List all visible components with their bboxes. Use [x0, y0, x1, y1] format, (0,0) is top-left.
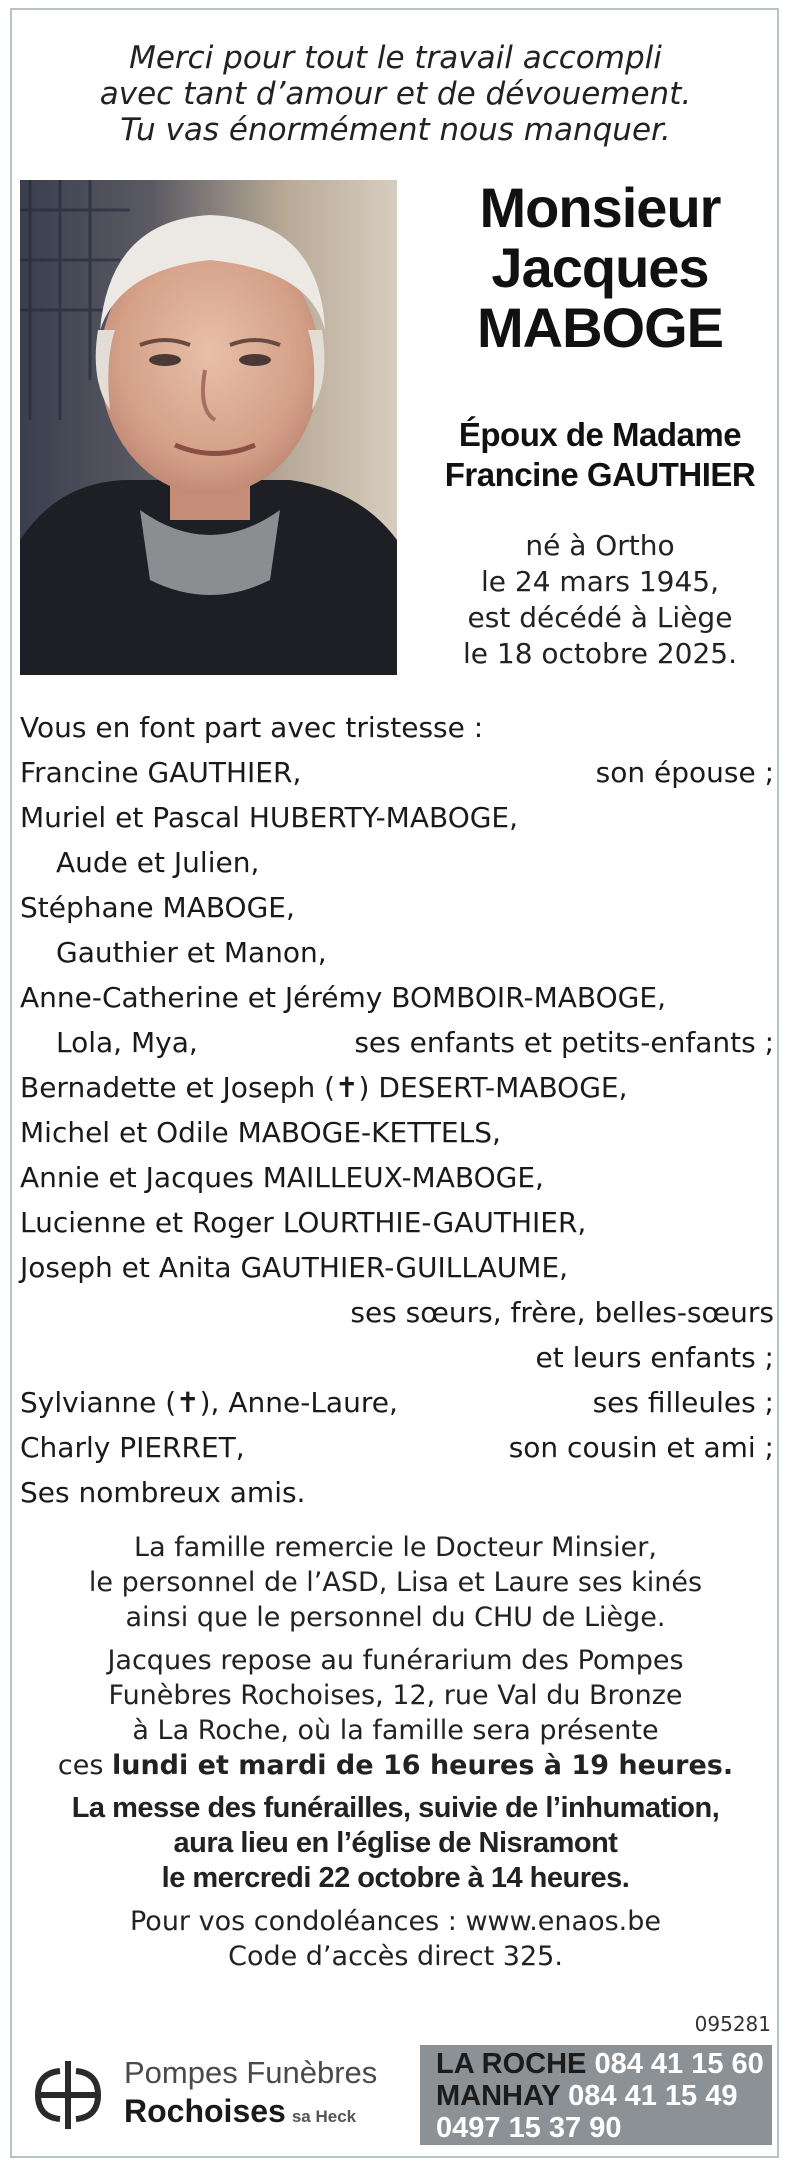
family-row: Ses nombreux amis. [20, 1476, 306, 1509]
funeral-home-logo [20, 2045, 420, 2145]
contact-line: LA ROCHE 084 41 15 60 [436, 2048, 764, 2080]
family-row: Gauthier et Manon, [56, 936, 327, 969]
funeral-home-footer [20, 2045, 772, 2145]
quote-line: Tu vas énormément nous manquer. [120, 112, 671, 148]
family-row: et leurs enfants ; [535, 1341, 774, 1374]
family-row: Anne-Catherine et Jérémy BOMBOIR-MABOGE, [20, 981, 666, 1014]
name-title: Monsieur [479, 176, 721, 239]
family-row: Stéphane MABOGE, [20, 891, 295, 924]
contact-line: MANHAY 084 41 15 49 [436, 2080, 738, 2112]
phone-number[interactable]: 084 41 15 60 [594, 2048, 764, 2080]
family-row: Lola, Mya, ses enfants et petits-enfants ; [56, 1026, 774, 1059]
family-row: Muriel et Pascal HUBERTY-MABOGE, [20, 801, 519, 834]
family-row: Aude et Julien, [56, 846, 260, 879]
family-row: Francine GAUTHIER, son épouse ; [20, 756, 774, 789]
contact-box [420, 2045, 772, 2145]
birth-death-info [420, 528, 780, 672]
contact-line [436, 2112, 772, 2144]
family-row: Bernadette et Joseph (✝) DESERT-MABOGE, [20, 1071, 628, 1104]
phone-number[interactable]: 0497 15 37 90 [436, 2112, 622, 2144]
visitation-paragraph: Jacques repose au funérarium des Pompes Funèbres Rochoises, 12, rue Val du Bronze à La Roche, où la famille sera présente ces lundi et mardi de 16 heures à 19 heures. [57, 1645, 734, 1781]
birth-line: le 24 mars 1945, [480, 565, 720, 598]
cross-logo-icon [28, 2055, 108, 2135]
quote-line: avec tant d’amour et de dévouement. [99, 76, 692, 112]
brand-line1: Pompes Funèbres [124, 2055, 378, 2090]
epitaph-quote [0, 40, 791, 148]
condolences-paragraph: Pour vos condoléances : www.enaos.be Code d’accès direct 325. [129, 1906, 661, 1972]
deceased-name [420, 178, 780, 358]
phone-number[interactable]: 084 41 15 49 [568, 2080, 738, 2112]
visitation-hours: lundi et mardi de 16 heures à 19 heures. [111, 1750, 734, 1781]
spouse-info [420, 415, 780, 495]
brand-suffix: sa Heck [291, 2107, 357, 2126]
birth-line: né à Ortho [525, 529, 675, 562]
quote-line: Merci pour tout le travail accompli [129, 40, 662, 76]
portrait-photo [20, 180, 397, 675]
family-intro: Vous en font part avec tristesse : [20, 711, 484, 744]
family-row: Sylvianne (✝), Anne-Laure, ses filleules ; [20, 1386, 774, 1419]
family-row: Michel et Odile MABOGE-KETTELS, [20, 1116, 501, 1149]
condolences-link[interactable]: Pour vos condoléances : www.enaos.be [129, 1906, 661, 1937]
spouse-line: Francine GAUTHIER [444, 456, 756, 493]
spouse-line: Époux de Madame [458, 416, 742, 453]
brand-line2: Rochoises sa Heck [124, 2093, 357, 2129]
birth-line: est décédé à Liège [467, 601, 733, 634]
family-list [20, 705, 774, 1515]
first-name: Jacques [491, 236, 709, 299]
birth-line: le 18 octobre 2025. [462, 637, 738, 670]
last-name: MABOGE [477, 296, 723, 359]
family-row: Charly PIERRET, son cousin et ami ; [20, 1431, 774, 1464]
acknowledgements [0, 1530, 791, 1982]
family-row: Annie et Jacques MAILLEUX-MABOGE, [20, 1161, 544, 1194]
family-row: Lucienne et Roger LOURTHIE-GAUTHIER, [20, 1206, 587, 1239]
funeral-mass-paragraph: La messe des funérailles, suivie de l’inhumation, aura lieu en l’église de Nisramont le mercredi 22 octobre à 14 heures. [71, 1792, 720, 1894]
thanks-paragraph: La famille remercie le Docteur Minsier, le personnel de l’ASD, Lisa et Laure ses kinés ainsi que le personnel du CHU de Liège. [88, 1532, 703, 1633]
family-row: Joseph et Anita GAUTHIER-GUILLAUME, [20, 1251, 569, 1284]
reference-number: 095281 [694, 2012, 771, 2036]
family-row: ses sœurs, frère, belles-sœurs [350, 1296, 774, 1329]
